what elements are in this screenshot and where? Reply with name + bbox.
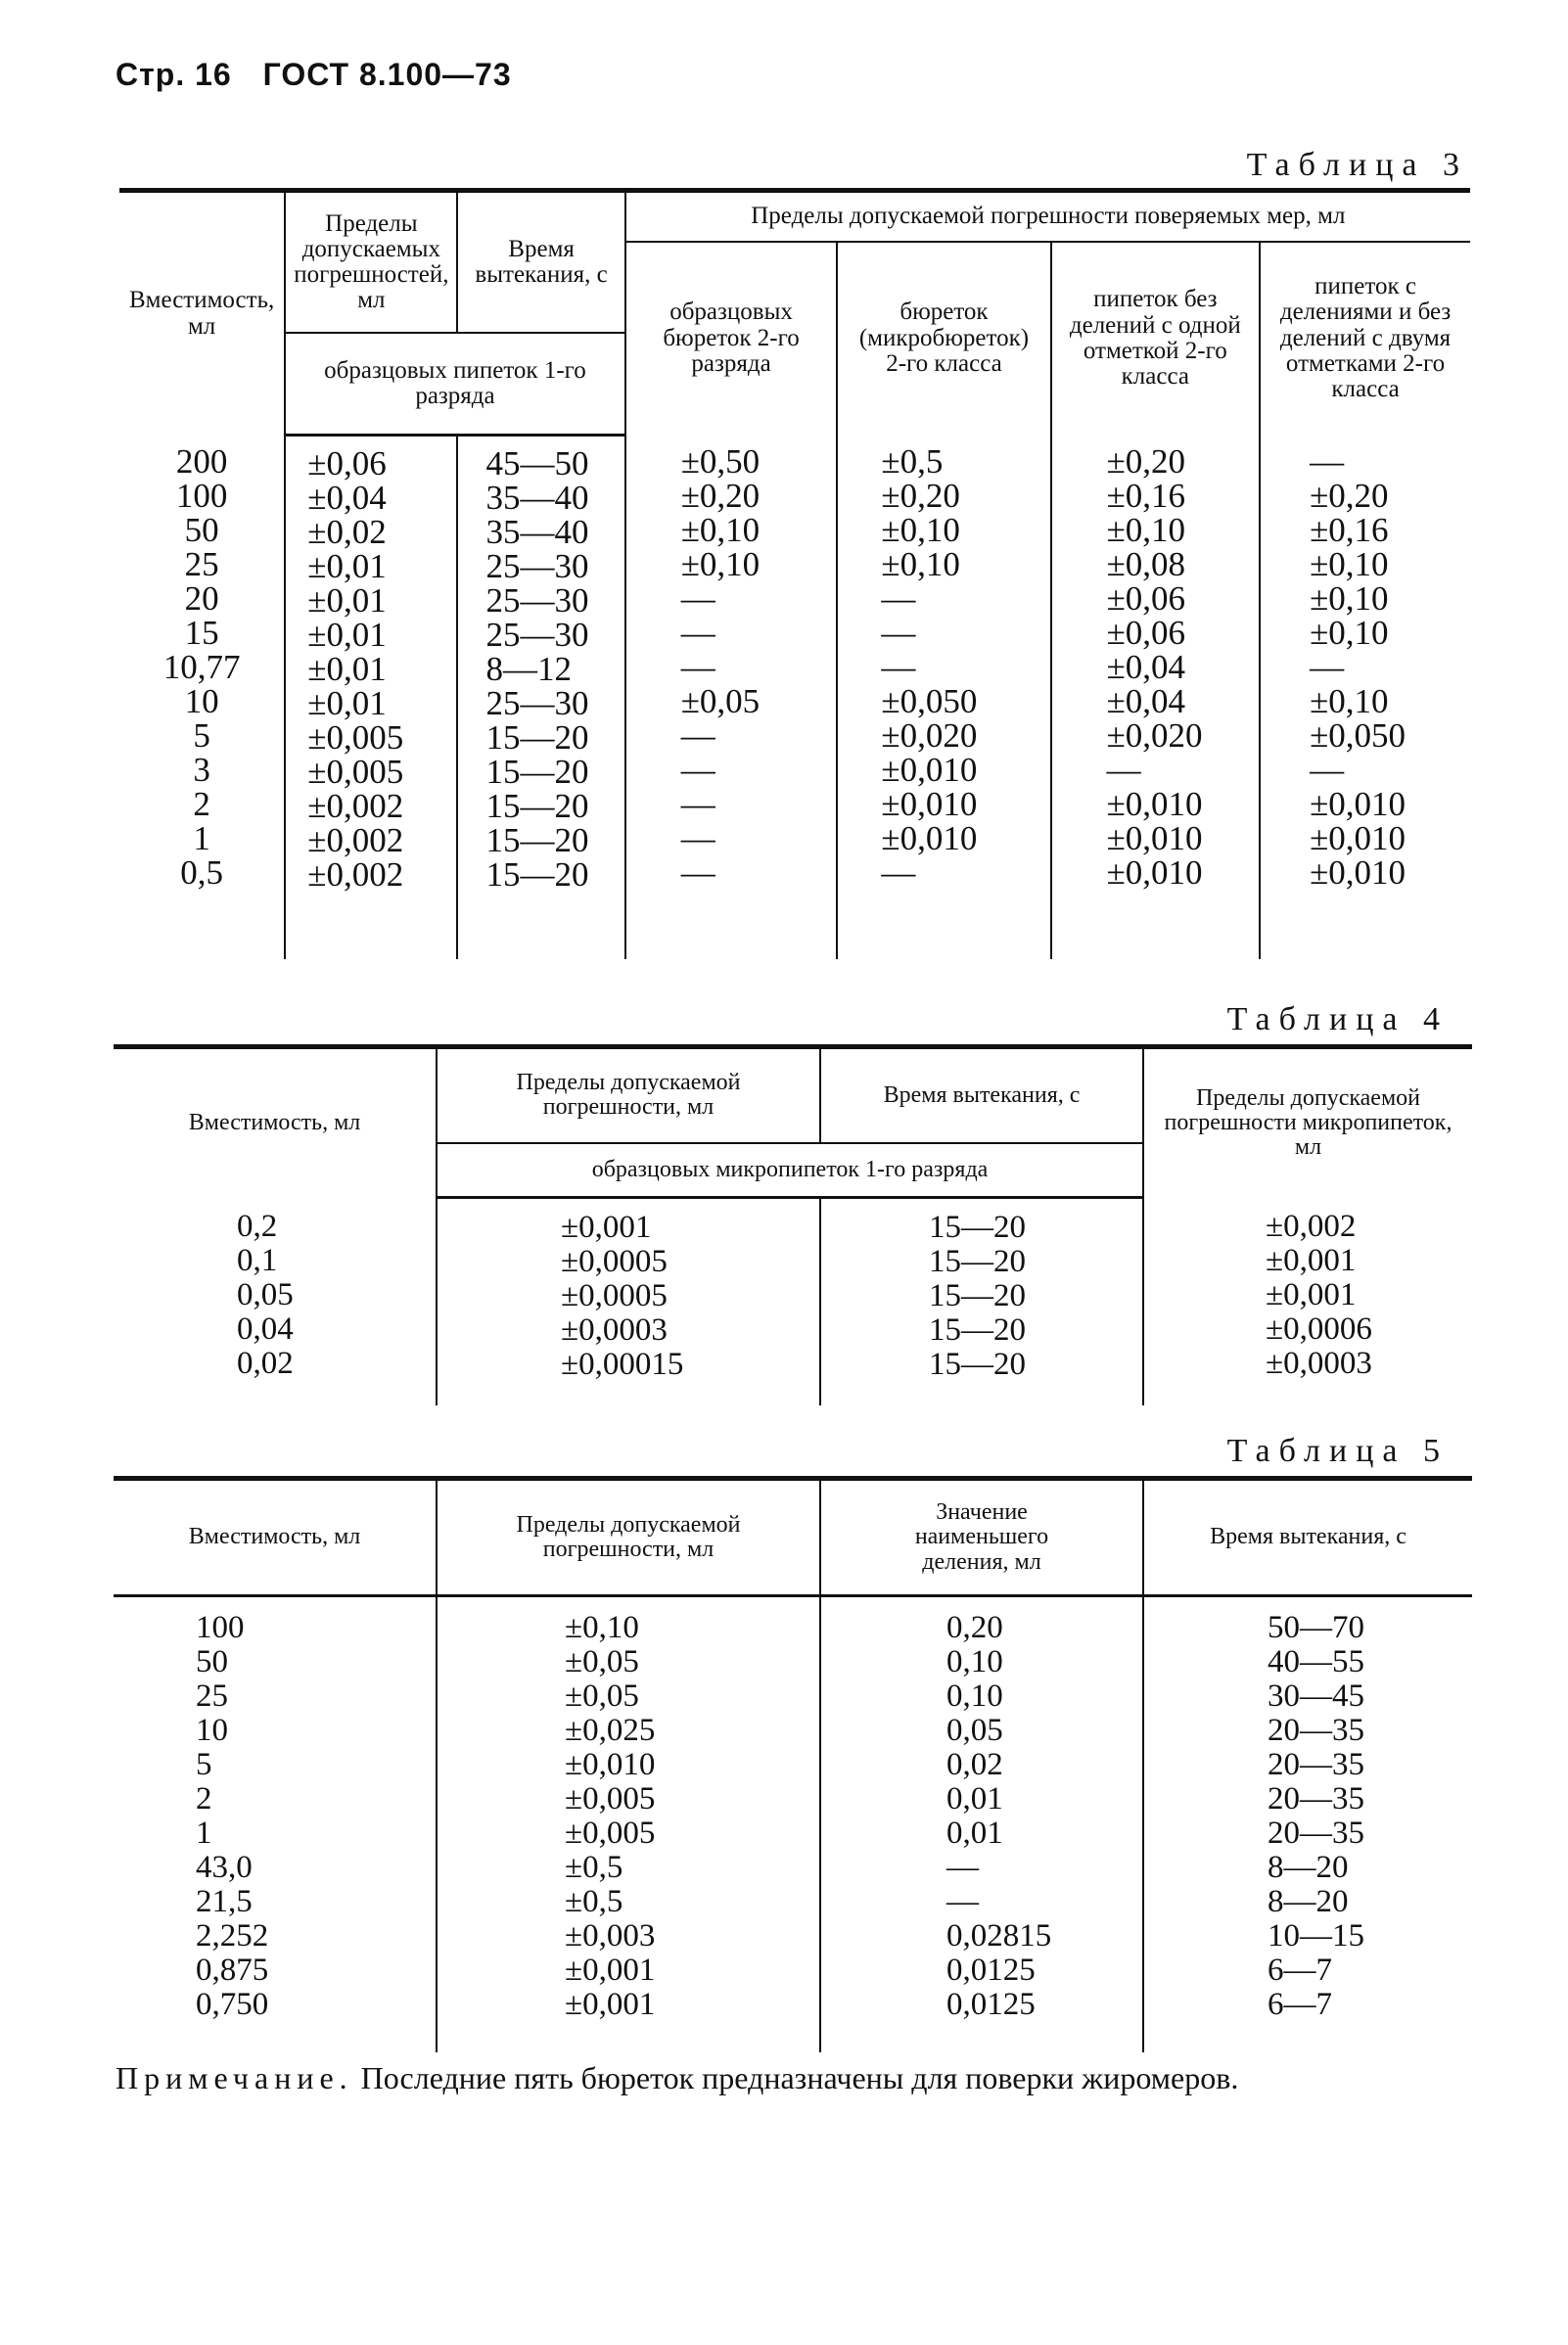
table-cell: ±0,010: [1106, 819, 1203, 857]
table-cell: ±0,16: [1310, 511, 1389, 549]
table-cell: 10—15: [1268, 1918, 1364, 1954]
table-cell: —: [946, 1850, 979, 1885]
table-cell: ±0,5: [565, 1884, 623, 1919]
table-cell: 15—20: [929, 1278, 1026, 1313]
table-cell: 15—20: [485, 854, 589, 894]
table-cell: ±0,010: [881, 785, 978, 823]
table-cell: ±0,10: [680, 545, 761, 583]
table-cell: —: [881, 853, 916, 892]
t5-col-capacity: [114, 1596, 437, 2052]
table-cell: 43,0: [196, 1850, 253, 1885]
table-cell: 1: [193, 819, 210, 857]
table-cell: 50: [184, 511, 219, 549]
t3-header-ref-burettes: образцовых бюреток 2-го разряда: [625, 242, 838, 436]
t5-header-min-division: Значение наименьшего деления, мл: [820, 1479, 1143, 1596]
table-cell: 0,750: [196, 1987, 269, 2022]
table-cell: 20—35: [1268, 1747, 1364, 1782]
table-cell: 15—20: [929, 1347, 1026, 1382]
t3-header-pipettes-one-mark: пипеток без делений с одной отметкой 2-го класса: [1051, 242, 1261, 436]
table-cell: 30—45: [1268, 1678, 1364, 1714]
table-cell: ±0,005: [565, 1781, 656, 1816]
table-cell: 5: [193, 716, 210, 755]
table-cell: 20—35: [1268, 1781, 1364, 1816]
t4-col-limits: [437, 1198, 820, 1405]
table-cell: ±0,10: [1106, 511, 1186, 549]
table-cell: ±0,005: [307, 717, 404, 757]
table-cell: ±0,10: [1310, 579, 1389, 618]
table-cell: ±0,001: [1266, 1276, 1357, 1312]
table-cell: ±0,5: [565, 1850, 623, 1885]
table-cell: ±0,00015: [561, 1347, 684, 1382]
table-cell: —: [680, 648, 715, 686]
table-cell: 100: [196, 1610, 245, 1645]
table-cell: ±0,050: [1310, 716, 1407, 755]
table4-caption: Таблица 4: [1226, 1001, 1449, 1037]
table-cell: ±0,005: [565, 1816, 656, 1851]
t4-body: [114, 1198, 1472, 1405]
t3-col-burettes: [837, 435, 1050, 959]
table-cell: ±0,5: [881, 442, 944, 481]
table-cell: 20: [184, 579, 219, 618]
table-cell: ±0,50: [680, 442, 761, 481]
table-cell: ±0,02: [307, 512, 387, 551]
table-cell: 35—40: [485, 512, 589, 551]
table-cell: 8—12: [485, 649, 572, 688]
table-cell: ±0,20: [881, 477, 960, 515]
table-cell: ±0,04: [1106, 648, 1186, 686]
table-cell: ±0,003: [565, 1918, 656, 1954]
table-cell: 0,05: [946, 1713, 1003, 1748]
table-cell: ±0,01: [307, 580, 387, 620]
table-cell: 0,04: [237, 1310, 294, 1347]
table-cell: ±0,002: [307, 820, 404, 859]
table-cell: ±0,010: [1310, 819, 1407, 857]
t4-header-micropipette-limits: Пределы допускаемой погрешности микропипеток, мл: [1143, 1047, 1472, 1198]
table-cell: 5: [196, 1747, 212, 1782]
table-cell: —: [1310, 648, 1345, 686]
table-cell: 0,0125: [946, 1953, 1036, 1988]
table-cell: 0,1: [237, 1242, 278, 1278]
table-cell: 25—30: [485, 683, 589, 722]
t3-col-pipettes-div: [1260, 435, 1470, 959]
table-cell: 25—30: [485, 546, 589, 585]
t4-header-ref-micropipettes: образцовых микропипеток 1-го разряда: [437, 1143, 1143, 1198]
t3-header-flow-time: Время вытекания, с: [457, 191, 624, 334]
table-cell: 25: [196, 1678, 228, 1714]
t3-header-limits: Пределы допускаемых погрешностей, мл: [285, 191, 457, 334]
table-cell: 15—20: [929, 1244, 1026, 1279]
table-cell: 2,252: [196, 1918, 269, 1954]
t3-header-verified-group: Пределы допускаемой погрешности поверяемых мер, мл: [625, 191, 1470, 242]
t3-col-flow-time: [457, 435, 624, 959]
table-cell: 0,5: [180, 853, 223, 892]
table-cell: ±0,002: [1266, 1208, 1357, 1244]
table-cell: ±0,0003: [561, 1312, 668, 1348]
standard-code: ГОСТ 8.100—73: [262, 57, 512, 92]
t5-col-min-division: [820, 1596, 1143, 2052]
table-cell: ±0,10: [881, 511, 960, 549]
table-cell: ±0,0005: [561, 1244, 668, 1279]
table-cell: ±0,050: [881, 682, 978, 720]
table-cell: 15—20: [929, 1312, 1026, 1348]
table3-caption: Таблица 3: [1246, 147, 1468, 183]
table-cell: —: [1106, 751, 1141, 789]
table-cell: ±0,010: [1106, 853, 1203, 892]
table-cell: ±0,010: [881, 751, 978, 789]
table-cell: 35—40: [485, 478, 589, 517]
table-cell: ±0,01: [307, 649, 387, 688]
table-cell: —: [680, 785, 715, 823]
table-cell: —: [680, 579, 715, 618]
table-cell: —: [881, 614, 916, 652]
table-cell: ±0,10: [1310, 614, 1389, 652]
t5-body: [114, 1596, 1472, 2052]
table-cell: ±0,0005: [561, 1278, 668, 1313]
table-cell: —: [946, 1884, 979, 1919]
table-cell: ±0,001: [565, 1987, 656, 2022]
table-cell: ±0,08: [1106, 545, 1186, 583]
footnote: [115, 2057, 1466, 2098]
table-cell: 8—20: [1268, 1884, 1349, 1919]
table-cell: 3: [193, 751, 210, 789]
table-cell: ±0,002: [307, 854, 404, 894]
table-cell: 0,875: [196, 1953, 269, 1988]
table5: [114, 1476, 1472, 2052]
table-cell: 50: [196, 1644, 228, 1679]
t4-header-limits: Пределы допускаемой погрешности, мл: [437, 1047, 820, 1143]
note-text: Последние пять бюреток предназначены для поверки жиромеров.: [360, 2060, 1239, 2095]
table-cell: 6—7: [1268, 1953, 1332, 1988]
table-cell: ±0,05: [565, 1644, 639, 1679]
table-cell: ±0,010: [1310, 853, 1407, 892]
table-cell: ±0,001: [1266, 1242, 1357, 1278]
t4-header-capacity: Вместимость, мл: [188, 1110, 361, 1136]
table-cell: 0,10: [946, 1678, 1003, 1714]
table-cell: 0,02: [946, 1747, 1003, 1782]
table-cell: 0,02: [237, 1345, 294, 1381]
table-cell: ±0,010: [1310, 785, 1407, 823]
table-cell: 2: [196, 1781, 212, 1816]
page-number: Стр. 16: [115, 57, 232, 92]
table-cell: 45—50: [485, 443, 589, 483]
table-cell: ±0,005: [307, 752, 404, 791]
table-cell: ±0,05: [680, 682, 761, 720]
table-cell: ±0,10: [881, 545, 960, 583]
table-cell: 1: [196, 1816, 212, 1851]
table-cell: ±0,01: [307, 683, 387, 722]
table-cell: 15—20: [485, 786, 589, 825]
table-cell: 25—30: [485, 615, 589, 654]
table-cell: ±0,06: [1106, 614, 1186, 652]
table-cell: —: [881, 648, 916, 686]
table-cell: 15: [184, 614, 219, 652]
table-cell: —: [881, 579, 916, 618]
table-cell: —: [680, 751, 715, 789]
table-cell: ±0,06: [307, 443, 387, 483]
table-cell: ±0,0003: [1266, 1345, 1372, 1381]
table-cell: ±0,04: [1106, 682, 1186, 720]
t5-header-limits: Пределы допускаемой погрешности, мл: [437, 1479, 820, 1596]
table-cell: 25: [184, 545, 219, 583]
table-cell: ±0,10: [680, 511, 761, 549]
table-cell: ±0,06: [1106, 579, 1186, 618]
table-cell: ±0,10: [1310, 545, 1389, 583]
table-cell: ±0,020: [1106, 716, 1203, 755]
table-cell: —: [1310, 442, 1345, 481]
table-cell: —: [680, 716, 715, 755]
table-cell: 100: [175, 477, 228, 515]
t3-header-ref-pipettes: образцовых пипеток 1-го разряда: [285, 333, 624, 435]
t4-col-flow-time: [820, 1198, 1143, 1405]
t3-col-limits: [285, 435, 457, 959]
table-cell: 20—35: [1268, 1713, 1364, 1748]
table-cell: 0,20: [946, 1610, 1003, 1645]
table-cell: 0,01: [946, 1781, 1003, 1816]
table-cell: 200: [175, 442, 228, 481]
table-cell: 6—7: [1268, 1987, 1332, 2022]
t3-header-capacity: Вместимость, мл: [129, 287, 275, 340]
table-cell: ±0,20: [1106, 442, 1186, 481]
table-cell: ±0,001: [565, 1953, 656, 1988]
t3-col-ref-burettes: [625, 435, 838, 959]
table-cell: 8—20: [1268, 1850, 1349, 1885]
table-cell: 0,02815: [946, 1918, 1052, 1954]
t3-header-pipettes-div: пипеток с делениями и без делений с двумя отметками 2-го класса: [1260, 242, 1470, 436]
table-cell: 10: [184, 682, 219, 720]
table-cell: ±0,001: [561, 1210, 652, 1245]
table-cell: ±0,16: [1106, 477, 1186, 515]
table3: [119, 188, 1470, 959]
t3-col-capacity: [119, 435, 285, 959]
table-cell: 20—35: [1268, 1816, 1364, 1851]
table5-caption: Таблица 5: [1226, 1433, 1449, 1469]
table-cell: 21,5: [196, 1884, 253, 1919]
table-cell: ±0,010: [565, 1747, 656, 1782]
table-cell: 25—30: [485, 580, 589, 620]
note-label: Примечание.: [115, 2060, 353, 2095]
table-cell: ±0,0006: [1266, 1310, 1372, 1347]
table-cell: ±0,010: [881, 819, 978, 857]
table-cell: 15—20: [485, 820, 589, 859]
table-cell: ±0,05: [565, 1678, 639, 1714]
table-cell: 10: [196, 1713, 228, 1748]
t5-header-flow-time: Время вытекания, с: [1143, 1479, 1472, 1596]
table-cell: ±0,10: [1310, 682, 1389, 720]
table-cell: 0,01: [946, 1816, 1003, 1851]
table-cell: ±0,025: [565, 1713, 656, 1748]
table4: [114, 1044, 1472, 1405]
table-cell: 0,2: [237, 1208, 278, 1244]
table-cell: 2: [193, 785, 210, 823]
table-cell: —: [680, 614, 715, 652]
table-cell: ±0,01: [307, 615, 387, 654]
table-cell: 40—55: [1268, 1644, 1364, 1679]
table-cell: 0,05: [237, 1276, 294, 1312]
t5-col-limits: [437, 1596, 820, 2052]
t4-header-flow-time: Время вытекания, с: [820, 1047, 1143, 1143]
table-cell: 0,10: [946, 1644, 1003, 1679]
table-cell: —: [680, 853, 715, 892]
table-cell: 15—20: [929, 1210, 1026, 1245]
table-cell: ±0,010: [1106, 785, 1203, 823]
table-cell: ±0,01: [307, 546, 387, 585]
table-cell: —: [1310, 751, 1345, 789]
t5-header-capacity: Вместимость, мл: [114, 1479, 437, 1596]
table-cell: ±0,20: [680, 477, 761, 515]
table-cell: ±0,20: [1310, 477, 1389, 515]
t4-col-capacity: [114, 1198, 437, 1405]
t5-col-flow-time: [1143, 1596, 1472, 2052]
t3-col-pipettes-one-mark: [1051, 435, 1261, 959]
table-cell: 10,77: [162, 648, 241, 686]
table-cell: —: [680, 819, 715, 857]
t3-header-burettes: бюреток (микробюреток) 2-го класса: [837, 242, 1050, 436]
table-cell: 50—70: [1268, 1610, 1364, 1645]
t3-body: [119, 435, 1470, 959]
table-cell: ±0,020: [881, 716, 978, 755]
page-header: [115, 57, 533, 93]
table-cell: ±0,04: [307, 478, 387, 517]
t4-col-micropipette-limits: [1143, 1198, 1472, 1405]
table-cell: ±0,002: [307, 786, 404, 825]
table-cell: 15—20: [485, 752, 589, 791]
table-cell: 0,0125: [946, 1987, 1036, 2022]
table-cell: 15—20: [485, 717, 589, 757]
table-cell: ±0,10: [565, 1610, 639, 1645]
